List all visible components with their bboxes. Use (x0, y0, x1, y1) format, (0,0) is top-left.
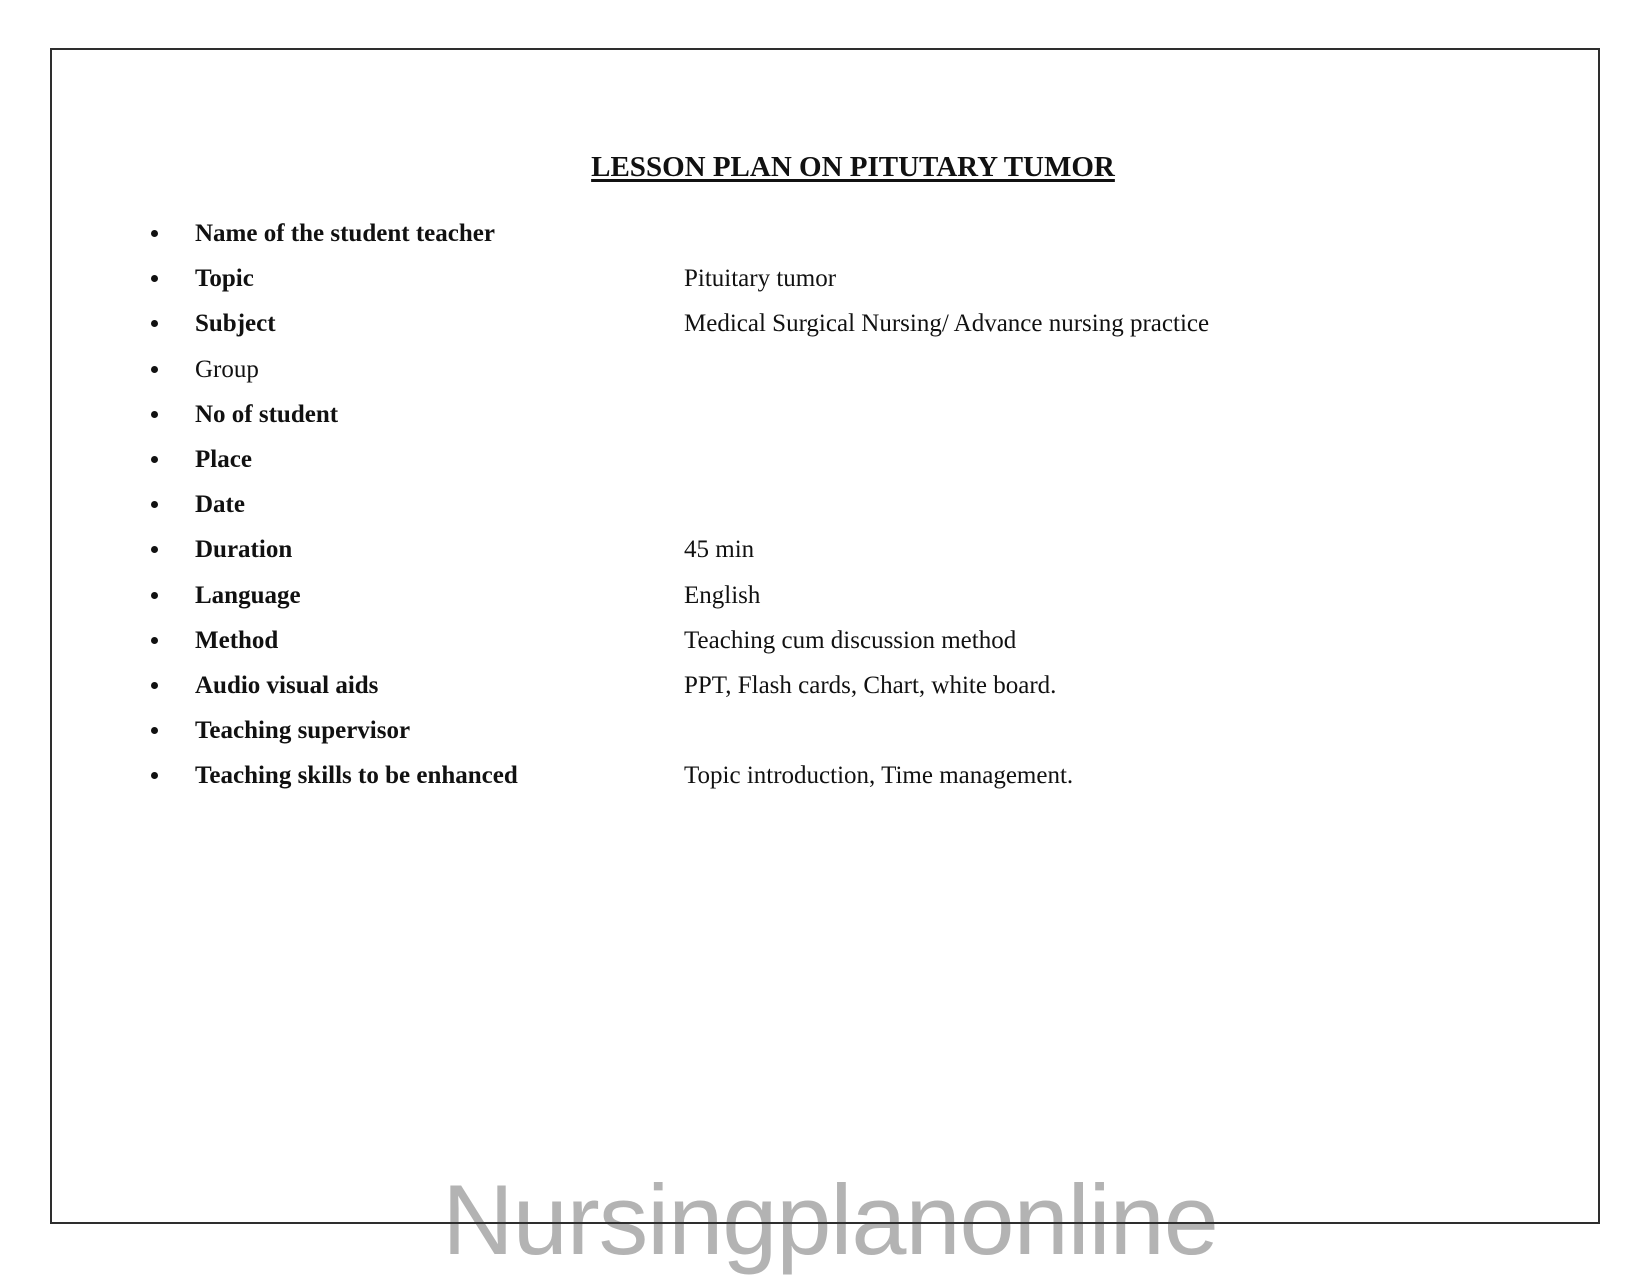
bullet-icon (151, 411, 158, 418)
watermark-text: Nursingplanonline (442, 1164, 1218, 1275)
field-value: PPT, Flash cards, Chart, white board. (684, 671, 1057, 699)
field-label: No of student (195, 400, 339, 428)
field-value: Pituitary tumor (684, 265, 837, 293)
bullet-icon (151, 637, 158, 644)
bullet-icon (151, 546, 158, 553)
field-row (50, 347, 1600, 392)
bullet-icon (151, 366, 158, 373)
bullet-icon (151, 727, 158, 734)
field-row (50, 573, 1600, 618)
field-label: Audio visual aids (195, 671, 379, 699)
bullet-icon (151, 230, 158, 237)
field-label: Date (195, 491, 245, 519)
field-value: English (684, 581, 761, 609)
field-row (50, 482, 1600, 527)
field-list (50, 211, 1600, 798)
field-value: Medical Surgical Nursing/ Advance nursing practice (684, 310, 1210, 338)
field-label: Teaching supervisor (195, 717, 411, 745)
field-value: Topic introduction, Time management. (684, 762, 1074, 790)
field-label: Subject (195, 310, 276, 338)
field-label: Language (195, 581, 301, 609)
field-row (50, 437, 1600, 482)
field-row (50, 618, 1600, 663)
page-title-text: LESSON PLAN ON PITUTARY TUMOR (591, 151, 1115, 183)
bullet-icon (151, 456, 158, 463)
bullet-icon (151, 592, 158, 599)
field-row (50, 753, 1600, 798)
field-row (50, 663, 1600, 708)
bullet-icon (151, 501, 158, 508)
field-label: Topic (195, 265, 254, 293)
field-label: Name of the student teacher (195, 220, 495, 247)
page-title (78, 153, 1628, 182)
bullet-icon (151, 772, 158, 779)
field-row (50, 708, 1600, 753)
field-label: Group (195, 355, 259, 383)
field-row (50, 392, 1600, 437)
bullet-icon (151, 275, 158, 282)
field-row (50, 211, 1600, 256)
field-row (50, 301, 1600, 346)
field-value: 45 min (684, 536, 755, 564)
field-label: Place (195, 445, 252, 473)
field-label: Method (195, 626, 279, 654)
field-label: Teaching skills to be enhanced (195, 762, 518, 790)
field-row (50, 256, 1600, 301)
field-value: Teaching cum discussion method (684, 626, 1017, 654)
bullet-icon (151, 320, 158, 327)
field-label: Duration (195, 536, 293, 564)
field-row (50, 527, 1600, 572)
bullet-icon (151, 682, 158, 689)
